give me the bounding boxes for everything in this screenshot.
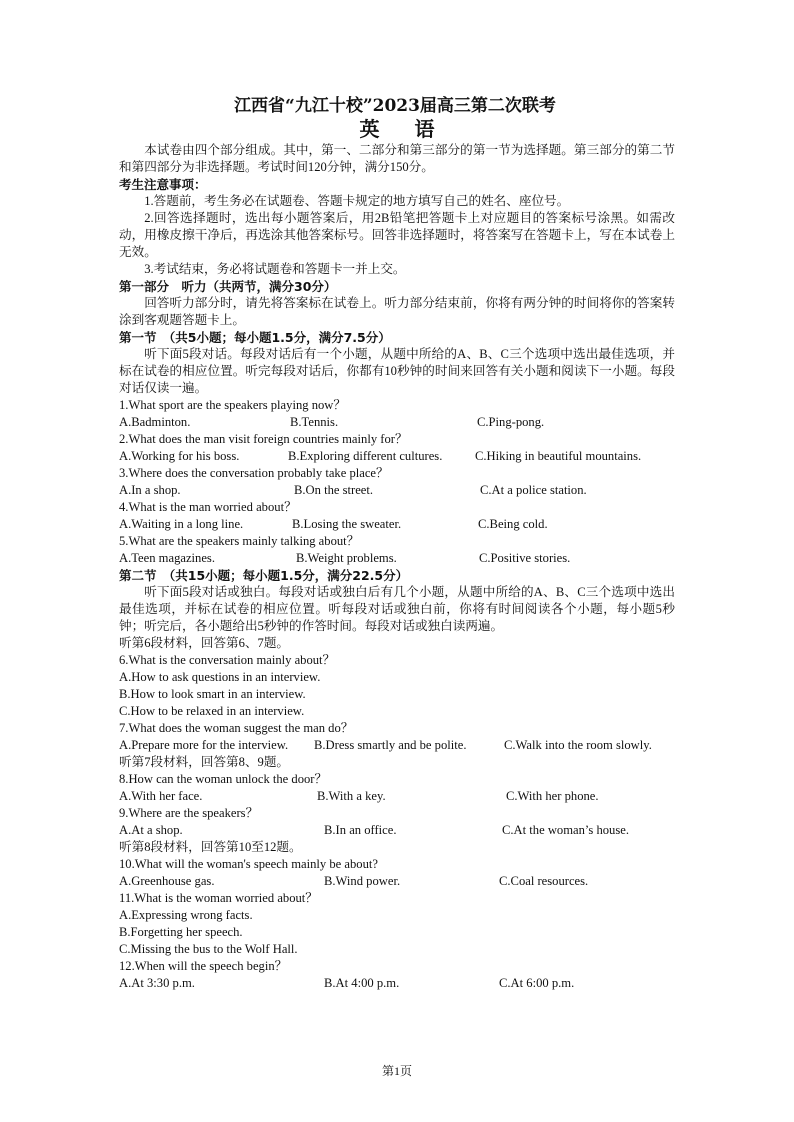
notice-item: 1.答题前，考生务必在试题卷、答题卡规定的地方填写自己的姓名、座位号。 bbox=[144, 194, 570, 208]
option-b: B.Losing the sweater. bbox=[292, 517, 402, 531]
option-b: B.With a key. bbox=[317, 789, 386, 803]
exam-subject: 英 语 bbox=[359, 117, 449, 141]
question-text: 1.What sport are the speakers playing now？ bbox=[119, 398, 346, 412]
option-a: A.Expressing wrong facts. bbox=[119, 908, 253, 922]
option-a: A.With her face. bbox=[119, 789, 203, 803]
option-b: B.Tennis. bbox=[290, 415, 339, 429]
option-a: A.At 3:30 p.m. bbox=[119, 976, 195, 990]
section1-heading: 第一节 （共5小题；每小题1.5分，满分7.5分） bbox=[119, 330, 391, 345]
option-a: A.Waiting in a long line. bbox=[119, 517, 244, 531]
options-row bbox=[119, 414, 675, 431]
options-row bbox=[119, 482, 675, 499]
question-text: 6.What is the conversation mainly about？ bbox=[119, 653, 336, 667]
exam-page bbox=[119, 96, 675, 992]
option-a: A.Working for his boss. bbox=[119, 449, 240, 463]
section2-heading: 第二节 （共15小题；每小题1.5分，满分22.5分） bbox=[119, 568, 409, 583]
options-row bbox=[119, 975, 675, 992]
option-a: A.How to ask questions in an interview. bbox=[119, 670, 321, 684]
options-row bbox=[119, 873, 675, 890]
question-block bbox=[119, 533, 675, 567]
question-block bbox=[119, 805, 675, 839]
option-a: A.Prepare more for the interview. bbox=[119, 738, 289, 752]
question-text: 7.What does the woman suggest the man do？ bbox=[119, 721, 354, 735]
option-c: C.At the woman’s house. bbox=[502, 823, 629, 837]
notice-item: 3.考试结束，务必将试题卷和答题卡一并上交。 bbox=[144, 262, 406, 276]
question-block bbox=[119, 397, 675, 431]
option-b: B.Dress smartly and be polite. bbox=[314, 738, 467, 752]
part1-heading: 第一部分 听力（共两节，满分30分） bbox=[119, 279, 337, 294]
question-block bbox=[119, 499, 675, 533]
option-a: A.In a shop. bbox=[119, 483, 181, 497]
options-row bbox=[119, 737, 675, 754]
option-c: C.Walk into the room slowly. bbox=[504, 738, 652, 752]
question-block bbox=[119, 856, 675, 890]
option-a: A.Badminton. bbox=[119, 415, 191, 429]
options-row bbox=[119, 788, 675, 805]
option-c: C.Ping-pong. bbox=[477, 415, 545, 429]
option-c: C.Coal resources. bbox=[499, 874, 589, 888]
option-c: C.How to be relaxed in an interview. bbox=[119, 704, 305, 718]
option-c: C.Hiking in beautiful mountains. bbox=[475, 449, 642, 463]
option-c: C.With her phone. bbox=[506, 789, 599, 803]
material-note: 听第8段材料，回答第10至12题。 bbox=[119, 840, 302, 854]
question-text: 9.Where are the speakers？ bbox=[119, 806, 259, 820]
option-b: B.How to look smart in an interview. bbox=[119, 687, 306, 701]
options-row bbox=[119, 550, 675, 567]
question-text: 12.When will the speech begin？ bbox=[119, 959, 288, 973]
option-c: C.At 6:00 p.m. bbox=[499, 976, 575, 990]
question-text: 8.How can the woman unlock the door？ bbox=[119, 772, 328, 786]
page-number: 第1页 bbox=[381, 1064, 412, 1078]
option-a: A.Greenhouse gas. bbox=[119, 874, 215, 888]
option-b: B.In an office. bbox=[324, 823, 397, 837]
option-a: A.Teen magazines. bbox=[119, 551, 215, 565]
question-text: 10.What will the woman's speech mainly be about? bbox=[119, 857, 378, 871]
options-row bbox=[119, 516, 675, 533]
material-note: 听第7段材料，回答第8、9题。 bbox=[119, 755, 290, 769]
option-b: B.At 4:00 p.m. bbox=[324, 976, 400, 990]
options-row bbox=[119, 448, 675, 465]
option-b: B.Exploring different cultures. bbox=[288, 449, 443, 463]
option-c: C.Positive stories. bbox=[479, 551, 571, 565]
option-b: B.Wind power. bbox=[324, 874, 401, 888]
notice-item: 2.回答选择题时，选出每小题答案后，用2B铅笔把答题卡上对应题目的答案标号涂黑。如需改动，用橡皮擦干净后，再选涂其他答案标号。回答非选择题时，将答案写在答题卡上，写在本试卷上无效。 bbox=[119, 211, 675, 259]
question-text: 5.What are the speakers mainly talking about？ bbox=[119, 534, 360, 548]
option-c: C.Being cold. bbox=[478, 517, 548, 531]
option-b: B.On the street. bbox=[294, 483, 374, 497]
notice-heading: 考生注意事项： bbox=[119, 177, 207, 192]
question-block bbox=[119, 771, 675, 805]
question-block bbox=[119, 958, 675, 992]
question-text: 4.What is the man worried about？ bbox=[119, 500, 297, 514]
part1-instructions: 回答听力部分时，请先将答案标在试卷上。听力部分结束前，你将有两分钟的时间将你的答案转涂到客观题答题卡上。 bbox=[119, 296, 675, 327]
option-b: B.Forgetting her speech. bbox=[119, 925, 243, 939]
intro-paragraph: 本试卷由四个部分组成。其中，第一、二部分和第三部分的第一节为选择题。第三部分的第二节和第四部分为非选择题。考试时间120分钟，满分150分。 bbox=[119, 143, 675, 174]
option-c: C.At a police station. bbox=[480, 483, 587, 497]
question-text: 11.What is the woman worried about？ bbox=[119, 891, 318, 905]
option-c: C.Missing the bus to the Wolf Hall. bbox=[119, 942, 298, 956]
question-text: 3.Where does the conversation probably take place？ bbox=[119, 466, 389, 480]
question-text: 2.What does the man visit foreign countries mainly for？ bbox=[119, 432, 408, 446]
material-note: 听第6段材料，回答第6、7题。 bbox=[119, 636, 290, 650]
section2-instructions: 听下面5段对话或独白。每段对话或独白后有几个小题，从题中所给的A、B、C三个选项中选出最佳选项，并标在试卷的相应位置。听每段对话或独白前，你将有时间阅读各个小题，每小题5秒钟；听完后，各小题给出5秒钟的作答时间。每段对话或独白读两遍。 bbox=[119, 585, 675, 633]
option-a: A.At a shop. bbox=[119, 823, 183, 837]
question-block bbox=[119, 465, 675, 499]
options-row bbox=[119, 822, 675, 839]
section1-instructions: 听下面5段对话。每段对话后有一个小题，从题中所给的A、B、C三个选项中选出最佳选项，并标在试卷的相应位置。听完每段对话后，你都有10秒钟的时间来回答有关小题和阅读下一小题。每段对话仅读一遍。 bbox=[119, 347, 675, 395]
option-b: B.Weight problems. bbox=[296, 551, 397, 565]
exam-title: 江西省“九江十校”2023届高三第二次联考 bbox=[234, 96, 556, 116]
question-block bbox=[119, 431, 675, 465]
